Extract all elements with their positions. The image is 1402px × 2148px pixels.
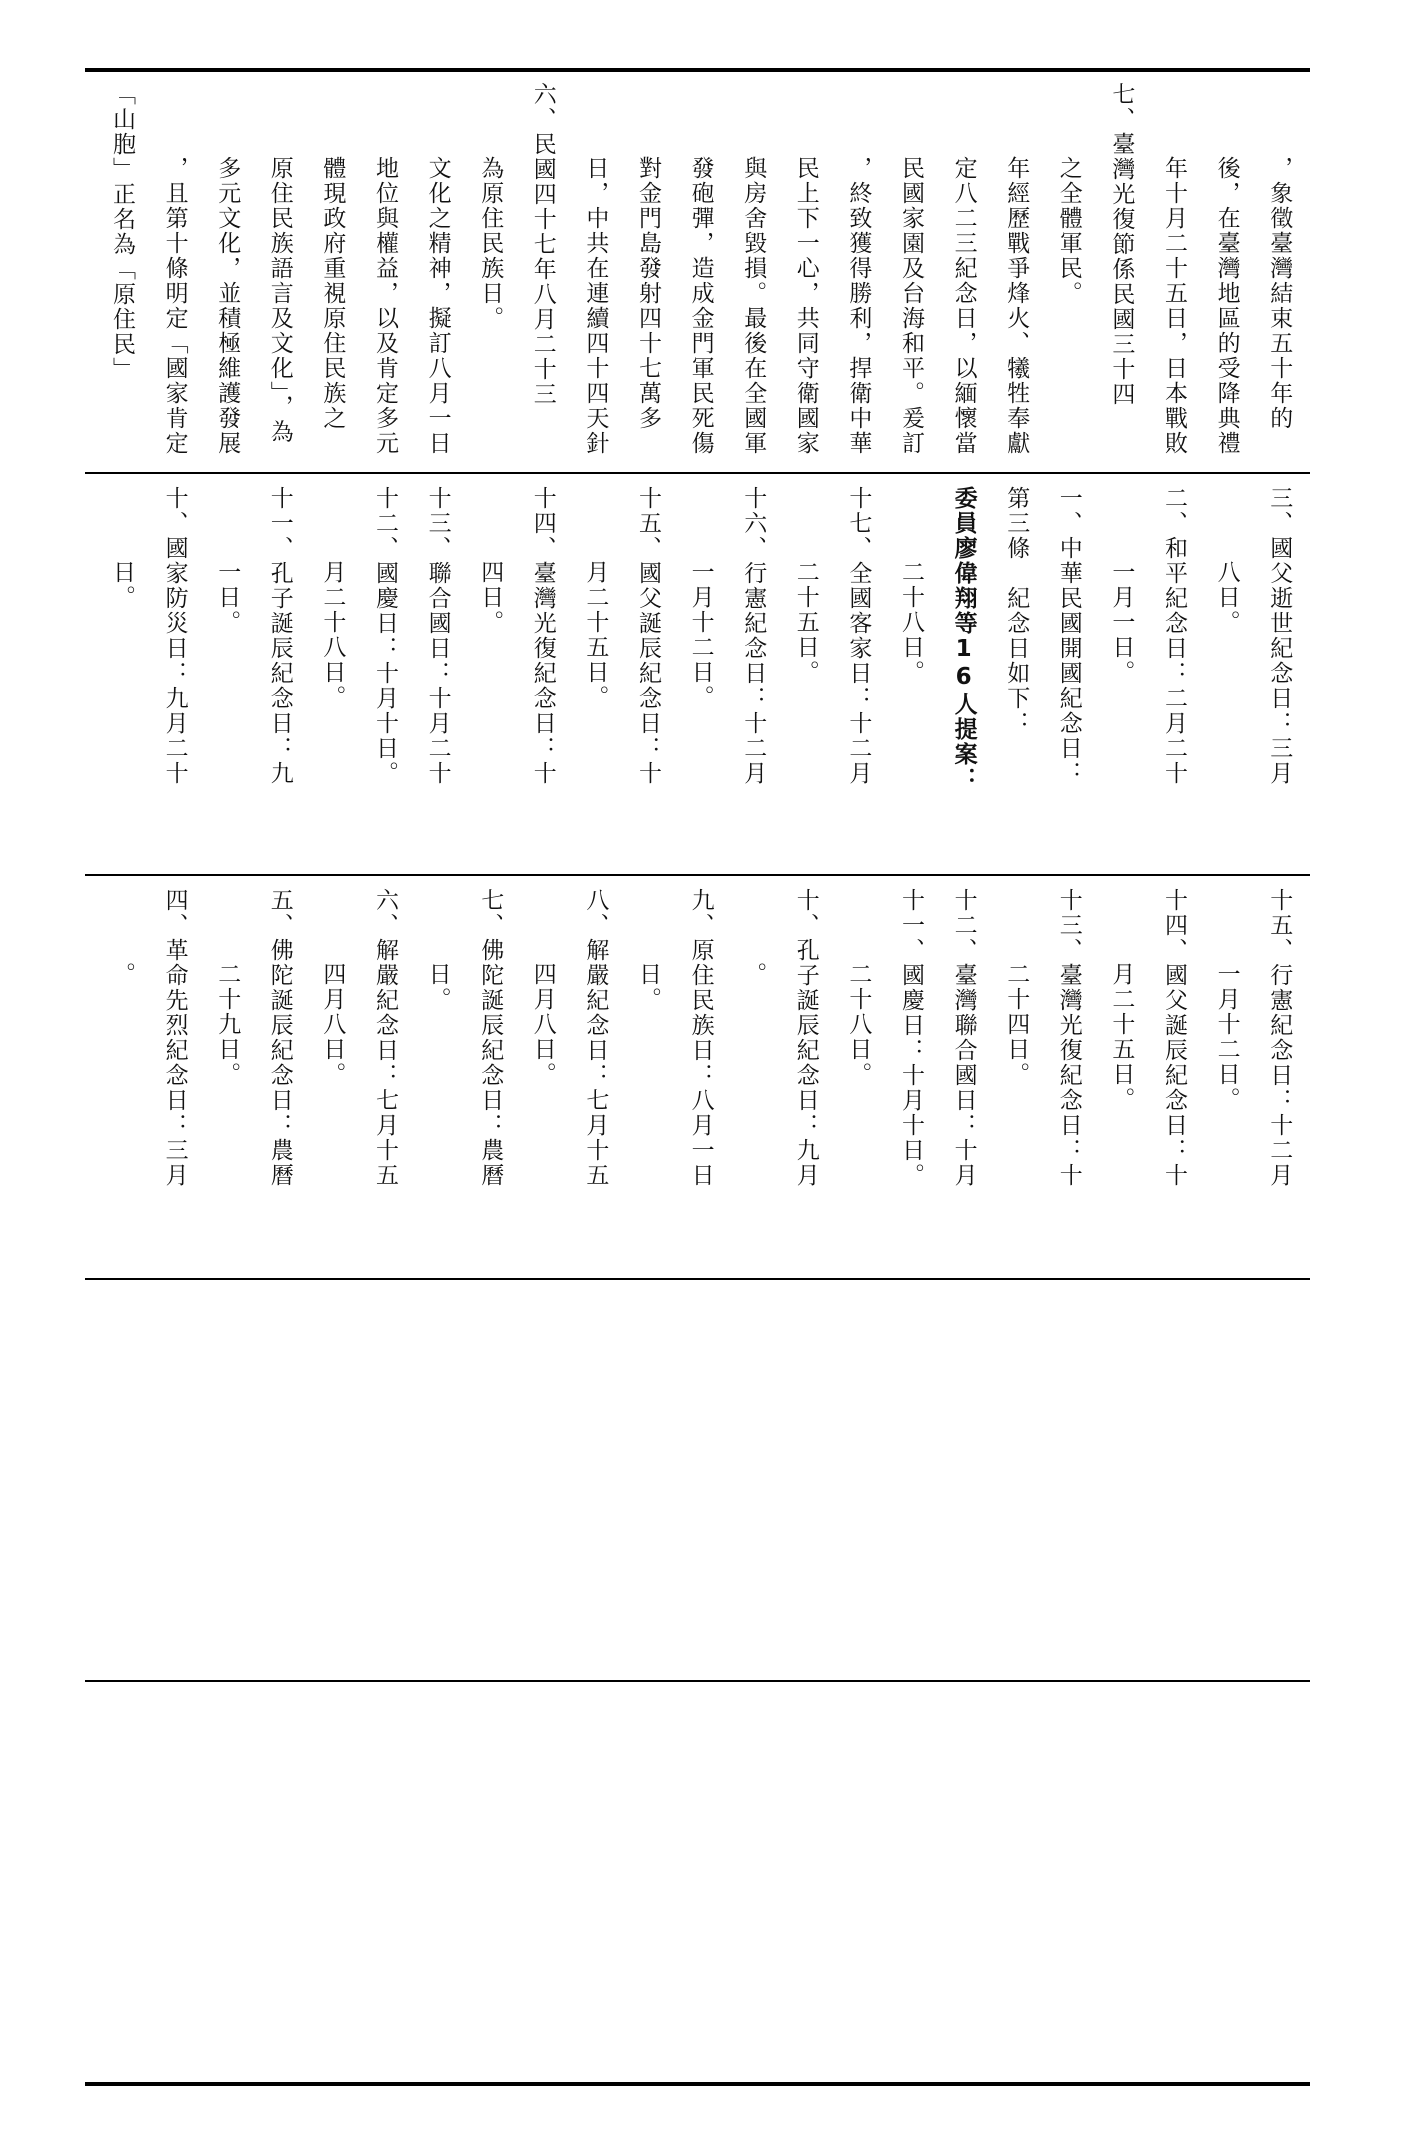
text-column: 為原住民族日。 — [477, 156, 504, 331]
text-column: 民國家園及台海和平。爰訂 — [898, 156, 924, 456]
text-column: 一月一日。 — [1108, 560, 1135, 685]
text-column: ，終致獲得勝利，捍衛中華 — [845, 156, 872, 456]
text-column: 七、佛陀誕辰紀念日：農曆 — [477, 888, 504, 1188]
text-column: 四、革命先烈紀念日：三月 — [161, 888, 188, 1188]
text-column: 日。 — [109, 560, 135, 610]
text-column: 「山胞」正名為「原住民」 — [109, 82, 135, 382]
text-column: 月二十五日。 — [582, 560, 609, 710]
text-column: 三、國父逝世紀念日：三月 — [1266, 486, 1293, 786]
text-column: 月二十八日。 — [319, 560, 346, 710]
text-column: 六、解嚴紀念日：七月十五 — [372, 888, 398, 1188]
text-column: 之全體軍民。 — [1055, 156, 1082, 306]
comparison-table — [85, 0, 1310, 2148]
text-column: 十六、行憲紀念日：十二月 — [740, 486, 767, 786]
text-column: 一、中華民國開國紀念日： — [1055, 486, 1082, 786]
text-column: 十二、臺灣聯合國日：十月 — [950, 888, 977, 1188]
text-column: 二、和平紀念日：二月二十 — [1161, 486, 1187, 786]
text-column: 年經歷戰爭烽火、犧牲奉獻 — [1003, 156, 1030, 456]
text-column: 文化之精神，擬訂八月一日 — [424, 156, 451, 456]
text-column: 日。 — [424, 962, 451, 1012]
text-column: 十五、行憲紀念日：十二月 — [1266, 888, 1293, 1188]
table-row-empty — [85, 1694, 1310, 2074]
text-column: 一月十二日。 — [687, 560, 714, 710]
text-column: 四月八日。 — [529, 962, 556, 1087]
text-column: 九、原住民族日：八月一日 — [687, 888, 714, 1188]
text-column: 。 — [740, 962, 767, 987]
text-column: 十五、國父誕辰紀念日：十 — [635, 486, 661, 786]
text-column: 十七、全國客家日：十二月 — [845, 486, 872, 786]
text-column: 十四、國父誕辰紀念日：十 — [1161, 888, 1187, 1188]
text-column: 發砲彈，造成金門軍民死傷 — [687, 156, 714, 456]
text-column: 與房舍毀損。最後在全國軍 — [740, 156, 767, 456]
text-column: 四日。 — [477, 560, 504, 635]
text-column: 民上下一心，共同守衛國家 — [792, 156, 819, 456]
text-column: 一日。 — [214, 560, 241, 635]
text-column: ，象徵臺灣結束五十年的 — [1266, 156, 1293, 431]
text-column: 二十四日。 — [1003, 962, 1030, 1087]
text-column: 四月八日。 — [319, 962, 346, 1087]
text-column: 一月十二日。 — [1213, 962, 1240, 1112]
text-column: 十一、國慶日：十月十日。 — [898, 888, 924, 1188]
table-row — [85, 82, 1310, 464]
text-column: 十、國家防災日：九月二十 — [161, 486, 188, 786]
text-column: 十、孔子誕辰紀念日：九月 — [792, 888, 819, 1188]
text-column: 日，中共在連續四十四天針 — [582, 156, 609, 456]
text-column: 七、臺灣光復節係民國三十四 — [1108, 82, 1135, 407]
proposal-heading: 委員廖偉翔等16人提案： — [950, 486, 977, 792]
text-column: 十三、臺灣光復紀念日：十 — [1055, 888, 1082, 1188]
text-column: 八日。 — [1213, 560, 1240, 635]
text-column: 二十八日。 — [898, 560, 924, 685]
text-column: 地位與權益，以及肯定多元 — [372, 156, 398, 456]
text-column: 定八二三紀念日，以緬懷當 — [950, 156, 977, 456]
text-column: 十四、臺灣光復紀念日：十 — [529, 486, 556, 786]
table-row — [85, 888, 1310, 1270]
text-column: 。 — [109, 962, 135, 987]
text-column: 八、解嚴紀念日：七月十五 — [582, 888, 609, 1188]
text-column: 日。 — [635, 962, 661, 1012]
text-column: 十一、孔子誕辰紀念日：九 — [266, 486, 293, 786]
text-column: 十二、國慶日：十月十日。 — [372, 486, 398, 786]
text-column: 年十月二十五日，日本戰敗 — [1161, 156, 1187, 456]
text-column: 二十五日。 — [792, 560, 819, 685]
text-column: 五、佛陀誕辰紀念日：農曆 — [266, 888, 293, 1188]
text-column: 月二十五日。 — [1108, 962, 1135, 1112]
text-column: 二十九日。 — [214, 962, 241, 1087]
text-column: 六、民國四十七年八月二十三 — [529, 82, 556, 407]
text-column: 體現政府重視原住民族之 — [319, 156, 346, 431]
text-column: ，且第十條明定「國家肯定 — [161, 156, 188, 456]
text-column: 第三條 紀念日如下： — [1003, 486, 1030, 736]
table-row-empty — [85, 1290, 1310, 1670]
text-column: 二十八日。 — [845, 962, 872, 1087]
text-column: 十三、聯合國日：十月二十 — [424, 486, 451, 786]
text-column: 多元文化，並積極維護發展 — [214, 156, 241, 456]
text-column: 後，在臺灣地區的受降典禮 — [1213, 156, 1240, 456]
table-row — [85, 486, 1310, 866]
text-column: 對金門島發射四十七萬多 — [635, 156, 661, 431]
text-column: 原住民族語言及文化」，為 — [266, 156, 293, 445]
